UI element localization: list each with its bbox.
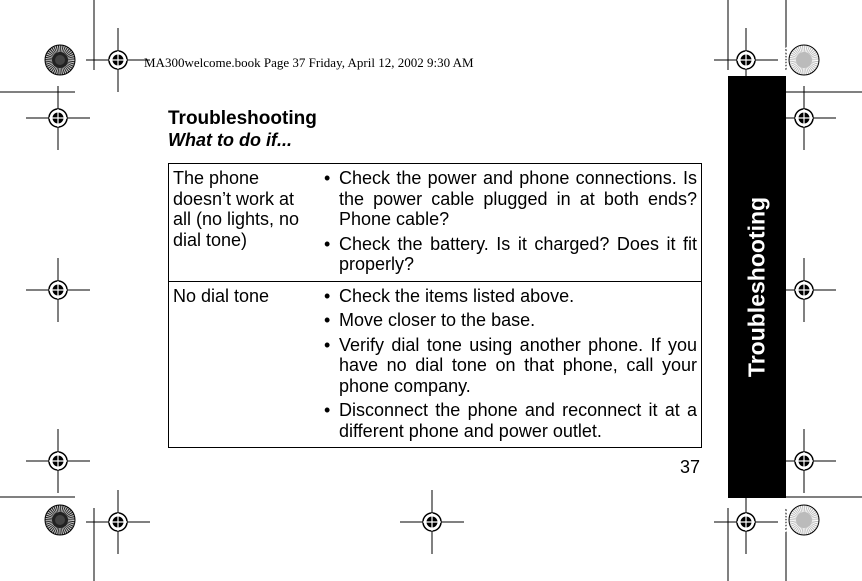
problem-cell: No dial tone bbox=[169, 281, 321, 448]
registration-mark-top-left bbox=[86, 28, 150, 92]
registration-mark-bottom-left bbox=[86, 490, 150, 554]
problem-cell: The phone doesn’t work at all (no lights, no dial tone) bbox=[169, 164, 321, 282]
solution-item: • Check the battery. Is it charged? Does it fit properly? bbox=[324, 234, 697, 275]
color-target-bottom-right bbox=[789, 505, 819, 535]
solution-item: • Verify dial tone using another phone. If you have no dial tone on that phone, call your phone company. bbox=[324, 335, 697, 397]
solution-item: • Check the items listed above. bbox=[324, 286, 697, 307]
solution-item: • Check the power and phone connections. Is the power cable plugged in at both ends? Phone cable? bbox=[324, 168, 697, 230]
table-row bbox=[169, 281, 702, 448]
section-title: Troubleshooting bbox=[168, 108, 317, 129]
solution-item: • Disconnect the phone and reconnect it at a different phone and power outlet. bbox=[324, 400, 697, 441]
solution-cell bbox=[320, 164, 702, 282]
color-target-top-left bbox=[45, 45, 75, 75]
registration-mark-bottom-center bbox=[400, 490, 464, 554]
table-row bbox=[169, 164, 702, 282]
color-target-top-right bbox=[789, 45, 819, 75]
solution-item: • Move closer to the base. bbox=[324, 310, 697, 331]
side-tab-label: Troubleshooting bbox=[743, 196, 770, 378]
registration-mark-bottom-right bbox=[714, 490, 778, 554]
registration-mark-left-lower bbox=[26, 429, 90, 493]
color-target-bottom-left bbox=[45, 505, 75, 535]
troubleshooting-table bbox=[168, 163, 702, 448]
section-subtitle: What to do if... bbox=[168, 130, 292, 150]
registration-mark-left-upper bbox=[26, 86, 90, 150]
page-number: 37 bbox=[680, 457, 701, 477]
solution-cell bbox=[320, 281, 702, 448]
print-header: MA300welcome.book Page 37 Friday, April 12, 2002 9:30 AM bbox=[144, 55, 474, 70]
registration-mark-left-middle bbox=[26, 258, 90, 322]
